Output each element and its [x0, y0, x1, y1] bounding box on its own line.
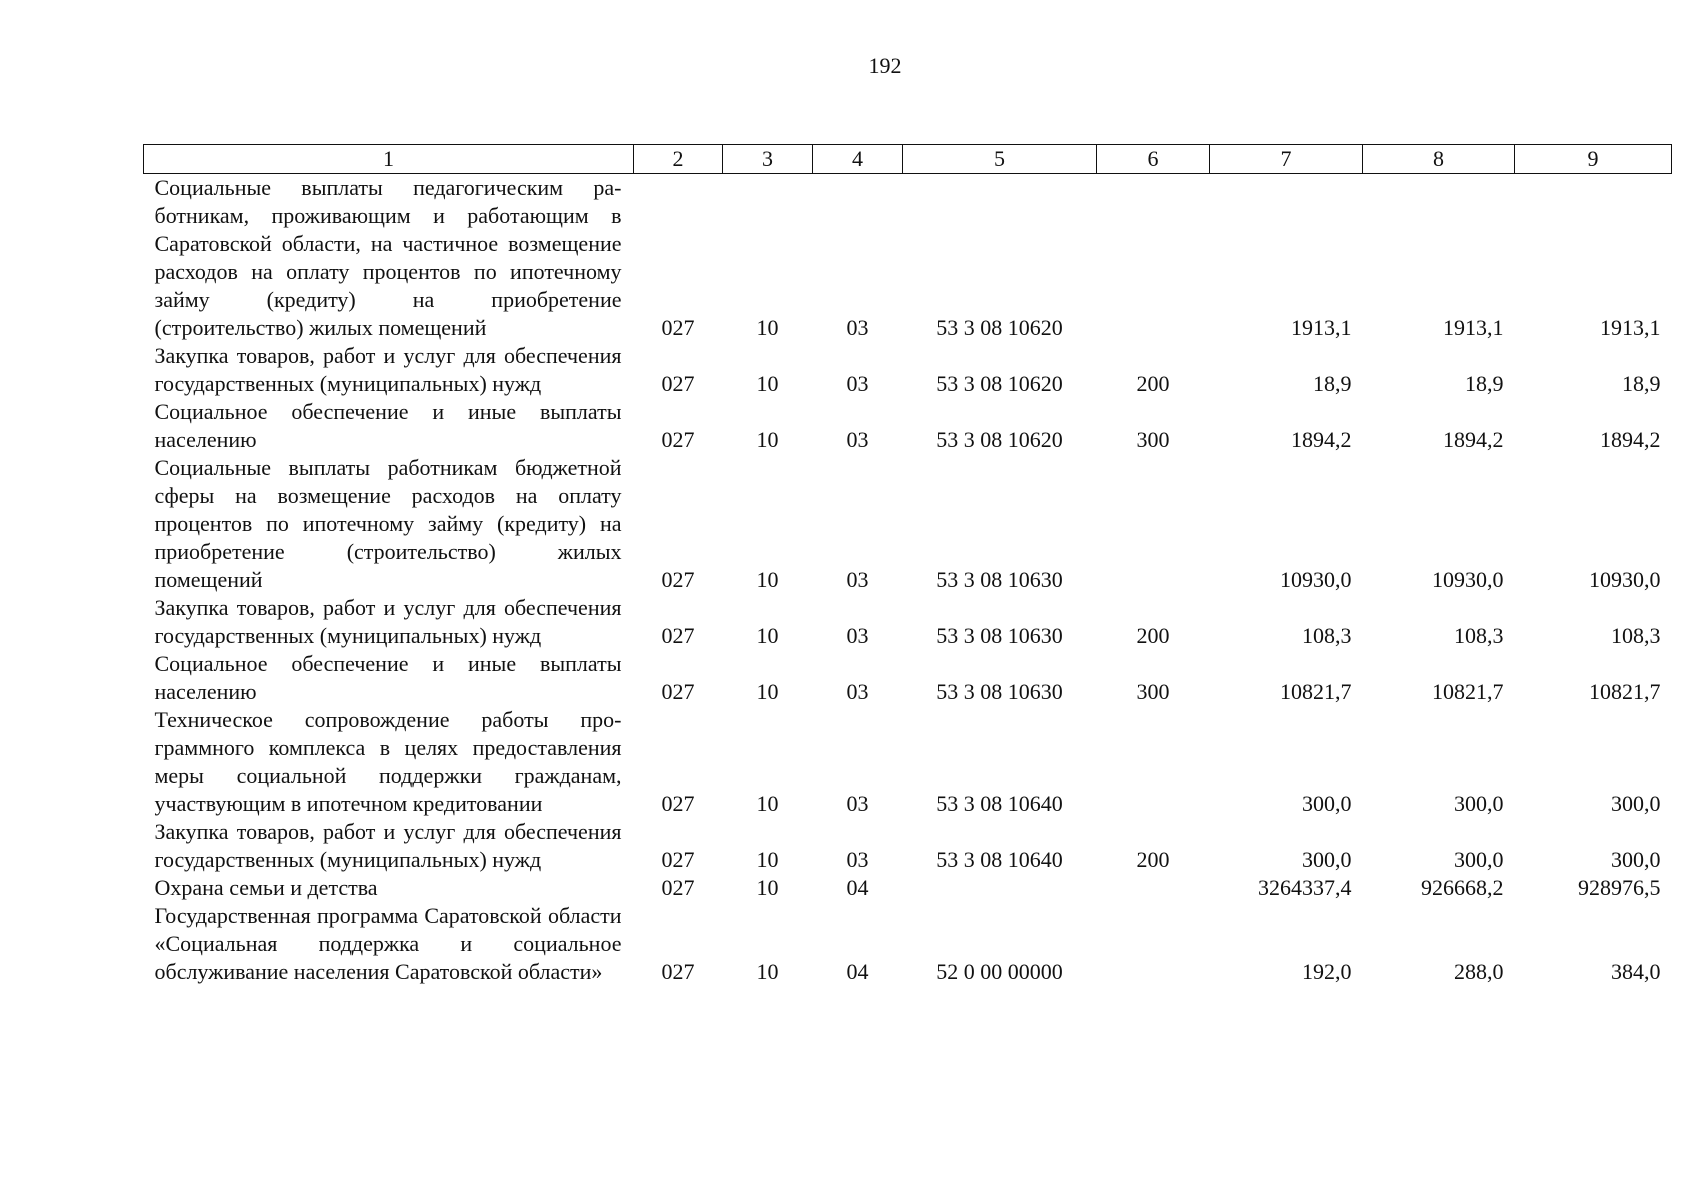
row-col-9: 10821,7: [1589, 679, 1661, 704]
row-col-7: 300,0: [1302, 847, 1352, 872]
row-col-7: 3264337,4: [1258, 875, 1352, 900]
header-row: [144, 145, 1672, 174]
row-col-4: 03: [846, 679, 869, 704]
header-col-9: 9: [1515, 145, 1672, 174]
header-col-3: 3: [723, 145, 813, 174]
header-col-4: 4: [813, 145, 903, 174]
row-col-5: [903, 874, 1097, 902]
row-col-8: 288,0: [1454, 959, 1504, 984]
row-col-5: 53 3 08 10640: [936, 847, 1063, 872]
table-row: [144, 650, 1672, 706]
row-name: Охрана семьи и детства: [154, 875, 378, 900]
row-col-6: 300: [1136, 679, 1170, 704]
row-col-7: 108,3: [1302, 623, 1352, 648]
row-col-2: 027: [661, 679, 695, 704]
row-col-9: 1894,2: [1600, 427, 1661, 452]
table-header: [144, 145, 1672, 174]
row-col-9: 1913,1: [1600, 315, 1661, 340]
header-col-1: 1: [144, 145, 634, 174]
row-col-3: 10: [756, 847, 779, 872]
row-col-3: 10: [756, 875, 779, 900]
row-col-2: 027: [661, 567, 695, 592]
row-col-8: 300,0: [1454, 847, 1504, 872]
row-col-3: 10: [756, 791, 779, 816]
row-col-2: 027: [661, 791, 695, 816]
row-col-2: 027: [661, 875, 695, 900]
row-col-3: 10: [756, 959, 779, 984]
row-col-8: 10930,0: [1432, 567, 1504, 592]
row-col-6: 200: [1136, 847, 1170, 872]
row-col-3: 10: [756, 623, 779, 648]
table-row: [144, 818, 1672, 874]
row-col-9: 928976,5: [1578, 875, 1661, 900]
row-col-4: 03: [846, 371, 869, 396]
row-name: Закупка товаров, работ и услуг для обеспечения государственных (муниципальных) нужд: [154, 819, 622, 872]
row-name: Техническое сопровождение работы программного комплекса в целях предоставления меры социальной поддержки гражданам, участвующим в ипотечном кредитовании: [154, 707, 622, 816]
row-name: Социальное обеспечение и иные выплаты населению: [154, 651, 622, 704]
row-col-4: 03: [846, 623, 869, 648]
row-col-6: 200: [1136, 371, 1170, 396]
row-col-5: 53 3 08 10630: [936, 567, 1063, 592]
table-row: [144, 342, 1672, 398]
row-col-6: [1097, 706, 1210, 818]
header-col-8: 8: [1363, 145, 1515, 174]
header-col-5: 5: [903, 145, 1097, 174]
row-col-8: 1894,2: [1443, 427, 1504, 452]
row-col-9: 300,0: [1611, 847, 1661, 872]
row-col-9: 108,3: [1611, 623, 1661, 648]
table-row: [144, 706, 1672, 818]
row-col-8: 1913,1: [1443, 315, 1504, 340]
row-col-5: 53 3 08 10620: [936, 427, 1063, 452]
row-col-5: 53 3 08 10620: [936, 371, 1063, 396]
row-col-6: 300: [1136, 427, 1170, 452]
header-col-2: 2: [634, 145, 723, 174]
row-col-5: 53 3 08 10620: [936, 315, 1063, 340]
row-col-8: 926668,2: [1421, 875, 1504, 900]
row-col-4: 03: [846, 427, 869, 452]
row-col-7: 18,9: [1313, 371, 1352, 396]
row-col-8: 108,3: [1454, 623, 1504, 648]
row-col-7: 300,0: [1302, 791, 1352, 816]
row-col-3: 10: [756, 371, 779, 396]
row-col-6: [1097, 454, 1210, 594]
row-col-3: 10: [756, 427, 779, 452]
page-number: 192: [868, 53, 902, 78]
row-name: Социальное обеспечение и иные выплаты населению: [154, 399, 622, 452]
row-name: Закупка товаров, работ и услуг для обеспечения государственных (муниципальных) нужд: [154, 343, 622, 396]
row-name: Социальные выплаты работникам бюджетной сферы на возмещение расходов на оплату процентов по ипотечному займу (кредиту) на приобретение (строительство) жилых помещений: [154, 455, 622, 592]
row-col-2: 027: [661, 427, 695, 452]
row-col-3: 10: [756, 679, 779, 704]
row-col-7: 192,0: [1302, 959, 1352, 984]
table-row: [144, 594, 1672, 650]
row-col-4: 03: [846, 567, 869, 592]
row-col-9: 384,0: [1611, 959, 1661, 984]
row-col-4: 03: [846, 847, 869, 872]
row-name: Социальные выплаты педагогическим работникам, проживающим и работающим в Саратовской области, на частичное возмещение расходов на оплату процентов по ипотечному займу (кредиту) на приобретение (строительство) жилых помещений: [154, 175, 622, 340]
row-col-2: 027: [661, 847, 695, 872]
row-col-4: 03: [846, 315, 869, 340]
row-col-7: 1894,2: [1291, 427, 1352, 452]
row-col-2: 027: [661, 315, 695, 340]
row-col-8: 18,9: [1465, 371, 1504, 396]
budget-table: [143, 144, 1672, 986]
row-col-8: 300,0: [1454, 791, 1504, 816]
row-col-5: 53 3 08 10630: [936, 623, 1063, 648]
header-col-7: 7: [1210, 145, 1363, 174]
row-col-6: 200: [1136, 623, 1170, 648]
row-col-9: 10930,0: [1589, 567, 1661, 592]
row-col-4: 03: [846, 791, 869, 816]
row-col-7: 10930,0: [1280, 567, 1352, 592]
row-col-6: [1097, 874, 1210, 902]
row-col-3: 10: [756, 567, 779, 592]
row-col-2: 027: [661, 371, 695, 396]
row-col-5: 52 0 00 00000: [936, 959, 1063, 984]
row-col-3: 10: [756, 315, 779, 340]
table-row: [144, 874, 1672, 902]
table-row: [144, 174, 1672, 343]
row-col-7: 1913,1: [1291, 315, 1352, 340]
row-col-6: [1097, 174, 1210, 343]
table-row: [144, 902, 1672, 986]
row-name: Государственная программа Саратовской области «Социальная поддержка и социальное обслуживание населения Саратовской области»: [154, 903, 622, 984]
row-col-4: 04: [846, 959, 869, 984]
row-col-6: [1097, 902, 1210, 986]
row-col-4: 04: [846, 875, 869, 900]
row-col-7: 10821,7: [1280, 679, 1352, 704]
row-col-9: 18,9: [1622, 371, 1661, 396]
row-col-8: 10821,7: [1432, 679, 1504, 704]
header-col-6: 6: [1097, 145, 1210, 174]
table-body: [144, 174, 1672, 987]
row-col-2: 027: [661, 959, 695, 984]
row-col-5: 53 3 08 10640: [936, 791, 1063, 816]
row-col-2: 027: [661, 623, 695, 648]
table-row: [144, 454, 1672, 594]
row-col-9: 300,0: [1611, 791, 1661, 816]
table-row: [144, 398, 1672, 454]
row-col-5: 53 3 08 10630: [936, 679, 1063, 704]
row-name: Закупка товаров, работ и услуг для обеспечения государственных (муниципальных) нужд: [154, 595, 622, 648]
